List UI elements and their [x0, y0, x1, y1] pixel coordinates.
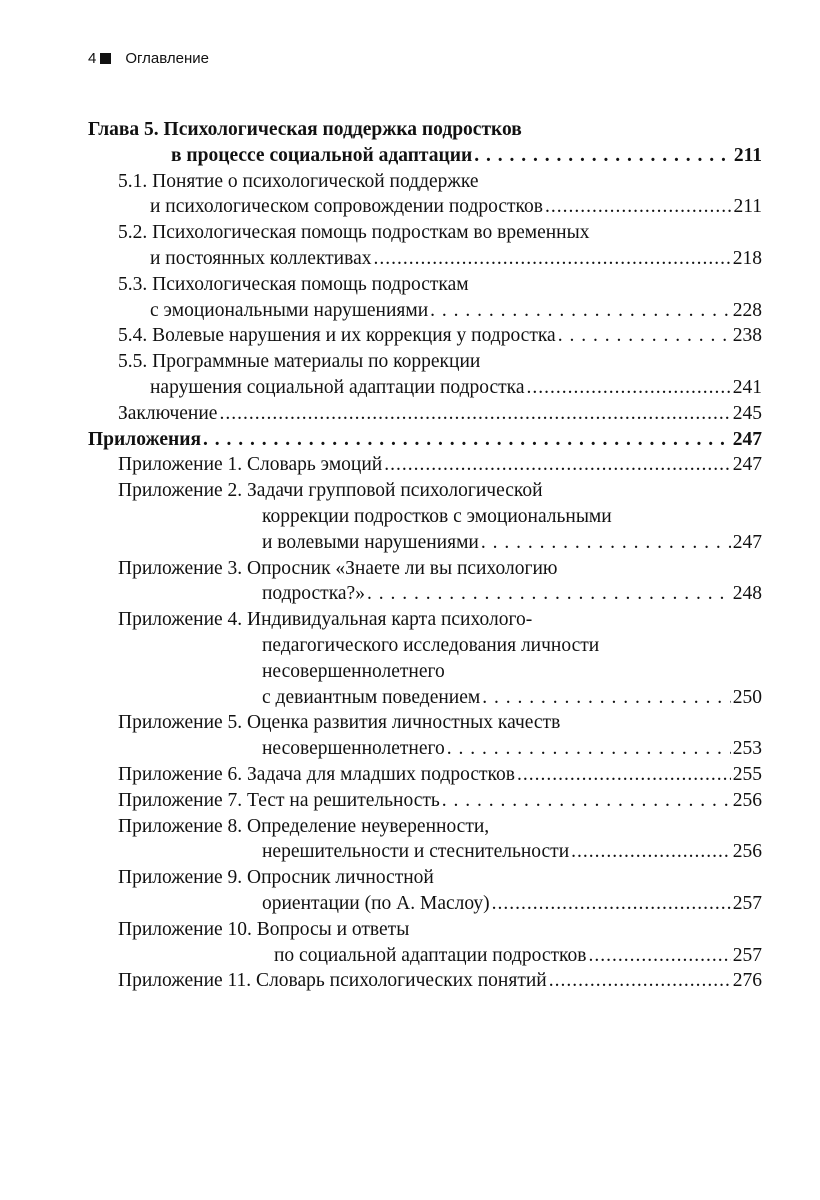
leader-dots: [517, 762, 731, 788]
section-title: Оглавление: [125, 50, 209, 67]
toc-appendix-2[interactable]: [88, 478, 762, 555]
toc-page-number: 253: [732, 738, 762, 760]
toc-page-number: 256: [732, 789, 762, 811]
leader-dots: [482, 685, 731, 711]
toc-entry-title-cont: ориентации (по А. Маслоу): [262, 892, 490, 914]
toc-appendix-6[interactable]: [88, 762, 762, 788]
toc-page-number: 247: [732, 531, 762, 553]
leader-dots: [203, 427, 731, 453]
toc-entry-title: Приложение 10. Вопросы и ответы: [118, 918, 410, 940]
square-bullet-icon: [100, 53, 111, 64]
toc-entry-title: Глава 5. Психологическая поддержка подростков: [88, 119, 522, 140]
toc-entry-title: Приложение 6. Задача для младших подростков: [118, 763, 515, 785]
toc-page-number: 211: [733, 196, 762, 218]
toc-entry-title: Приложение 3. Опросник «Знаете ли вы психологию: [118, 557, 558, 579]
leader-dots: [367, 581, 731, 607]
toc-appendix-11[interactable]: [88, 968, 762, 994]
leader-dots: [373, 246, 730, 272]
leader-dots: [474, 143, 732, 169]
toc-entry-title-cont: в процессе социальной адаптации: [171, 144, 473, 166]
toc-entry-title-cont: с эмоциональными нарушениями: [150, 299, 429, 321]
table-of-contents: [88, 117, 762, 994]
toc-appendix-1[interactable]: [88, 452, 762, 478]
toc-entry-title: Приложение 11. Словарь психологических понятий: [118, 970, 547, 992]
toc-page-number: 257: [732, 944, 762, 966]
toc-entry-title: 5.5. Программные материалы по коррекции: [118, 351, 481, 373]
leader-dots: [447, 736, 731, 762]
toc-appendix-8[interactable]: [88, 814, 762, 866]
toc-page-number: 247: [732, 454, 762, 476]
toc-section-5-4[interactable]: [88, 323, 762, 349]
leader-dots: [430, 298, 731, 324]
toc-entry-title-cont: педагогического исследования личности: [262, 634, 600, 656]
toc-section-5-3[interactable]: [88, 272, 762, 324]
toc-page-number: 250: [732, 686, 762, 708]
toc-page-number: 256: [732, 841, 762, 863]
toc-appendix-4[interactable]: [88, 607, 762, 710]
toc-page-number: 241: [732, 376, 762, 398]
toc-conclusion[interactable]: [88, 401, 762, 427]
leader-dots: [384, 452, 731, 478]
toc-appendix-9[interactable]: [88, 865, 762, 917]
toc-entry-title-cont: и психологическом сопровождении подростков: [150, 196, 543, 218]
leader-dots: [481, 530, 731, 556]
toc-entry-title: Приложение 4. Индивидуальная карта психолого-: [118, 609, 533, 631]
page-number: 4: [88, 50, 97, 67]
toc-entry-title: 5.3. Психологическая помощь подросткам: [118, 273, 469, 295]
page-header: [88, 50, 209, 67]
toc-page-number: 276: [732, 970, 762, 992]
toc-entry-title: Приложение 1. Словарь эмоций: [118, 454, 383, 476]
toc-page-number: 211: [733, 144, 762, 166]
toc-appendix-7[interactable]: [88, 788, 762, 814]
leader-dots: [588, 943, 730, 969]
leader-dots: [549, 968, 731, 994]
toc-entry-title-cont: и постоянных коллективах: [150, 247, 372, 269]
toc-page-number: 228: [732, 299, 762, 321]
toc-section-5-1[interactable]: [88, 169, 762, 221]
leader-dots: [571, 839, 731, 865]
toc-entry-title-cont: несовершеннолетнего: [262, 660, 445, 682]
toc-entry-title: Приложения: [88, 428, 202, 450]
toc-entry-title-cont: несовершеннолетнего: [262, 738, 445, 760]
toc-page-number: 245: [732, 402, 762, 424]
toc-entry-title-cont: и волевыми нарушениями: [262, 531, 479, 553]
toc-page-number: 218: [732, 247, 762, 269]
toc-entry-title: Приложение 7. Тест на решительность: [118, 789, 440, 811]
toc-page-number: 247: [732, 428, 762, 450]
toc-section-5-2[interactable]: [88, 220, 762, 272]
toc-appendix-5[interactable]: [88, 710, 762, 762]
toc-entry-title: Приложение 5. Оценка развития личностных качеств: [118, 712, 561, 734]
toc-entry-title: Приложение 9. Опросник личностной: [118, 867, 434, 889]
leader-dots: [558, 323, 731, 349]
toc-entry-title-cont: по социальной адаптации подростков: [274, 944, 587, 966]
leader-dots: [442, 788, 731, 814]
toc-entry-title: Заключение: [118, 402, 218, 424]
toc-entry-title-cont: нарушения социальной адаптации подростка: [150, 376, 525, 398]
toc-page-number: 257: [732, 892, 762, 914]
toc-chapter-5[interactable]: [88, 117, 762, 169]
toc-entry-title-cont: коррекции подростков с эмоциональными: [262, 505, 612, 527]
toc-entry-title-cont: с девиантным поведением: [262, 686, 481, 708]
leader-dots: [527, 375, 731, 401]
toc-appendix-10[interactable]: [88, 917, 762, 969]
toc-page-number: 238: [732, 325, 762, 347]
toc-entry-title-cont: нерешительности и стеснительности: [262, 841, 570, 863]
toc-entry-title-cont: подростка?»: [262, 583, 365, 605]
toc-appendix-3[interactable]: [88, 556, 762, 608]
toc-entry-title: 5.2. Психологическая помощь подросткам во временных: [118, 222, 590, 244]
toc-section-5-5[interactable]: [88, 349, 762, 401]
toc-entry-title: 5.1. Понятие о психологической поддержке: [118, 170, 479, 192]
toc-page-number: 255: [732, 763, 762, 785]
toc-appendices[interactable]: [88, 427, 762, 453]
toc-entry-title: 5.4. Волевые нарушения и их коррекция у подростка: [118, 325, 556, 347]
leader-dots: [219, 401, 730, 427]
toc-entry-title: Приложение 2. Задачи групповой психологической: [118, 480, 543, 502]
leader-dots: [492, 891, 731, 917]
toc-entry-title: Приложение 8. Определение неуверенности,: [118, 815, 490, 837]
leader-dots: [545, 194, 731, 220]
toc-page-number: 248: [732, 583, 762, 605]
